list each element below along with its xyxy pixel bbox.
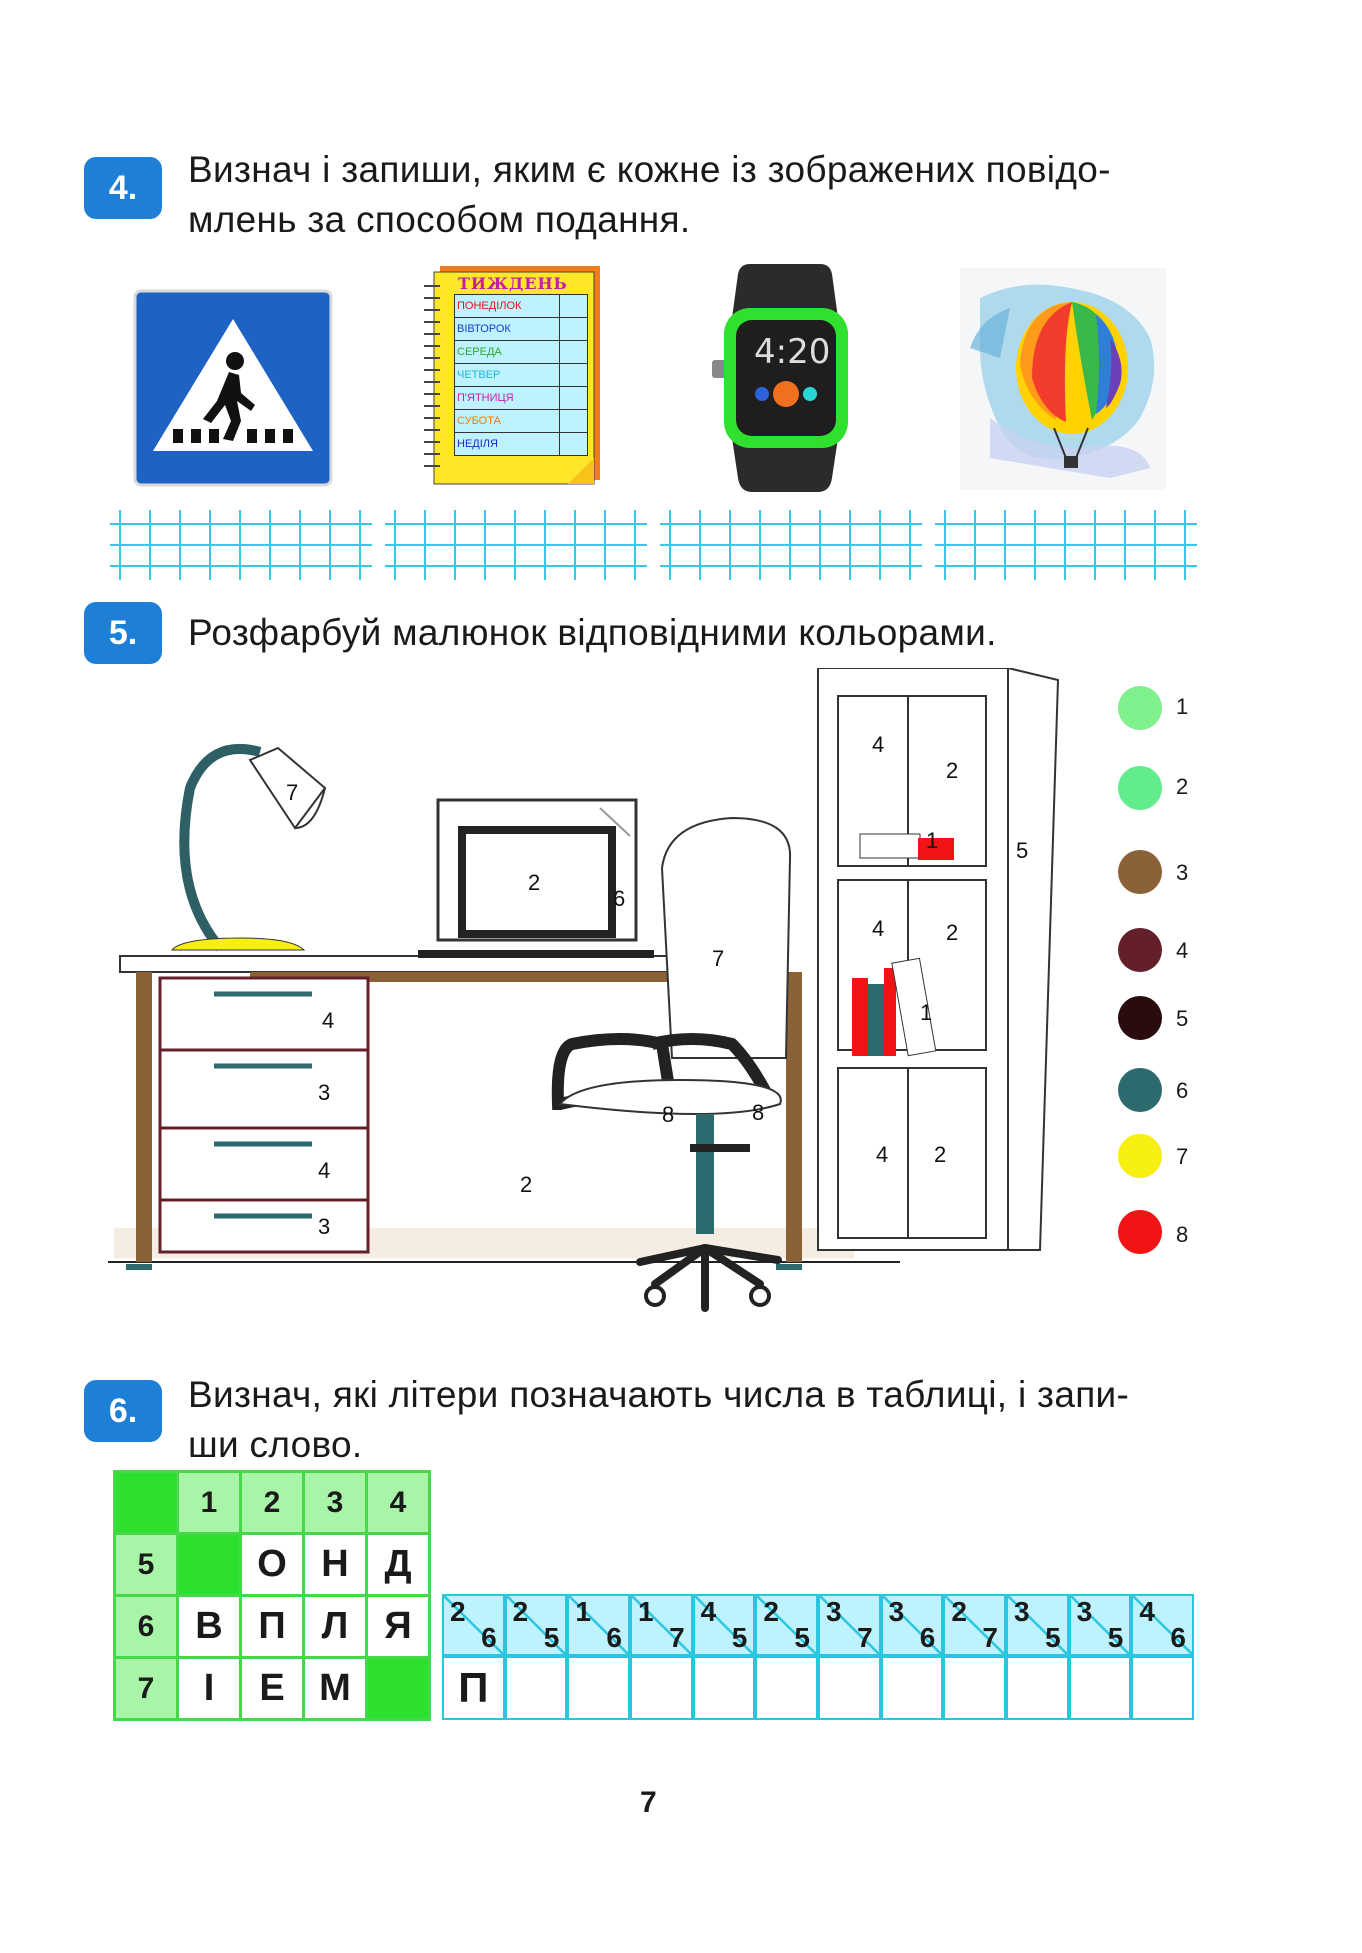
week-notebook-image — [418, 262, 606, 490]
legend-num-8: 8 — [1176, 1222, 1189, 1247]
legend-dot-2 — [1118, 766, 1162, 810]
key-row — [115, 1596, 430, 1658]
key-cell: Д — [367, 1534, 430, 1596]
key-row-header: 5 — [115, 1534, 178, 1596]
answer-code-cell — [1006, 1594, 1069, 1656]
key-col-header: 4 — [367, 1472, 430, 1534]
legend-dot-6 — [1118, 1068, 1162, 1112]
answer-letter-cell[interactable] — [693, 1656, 756, 1720]
answer-code-cell — [693, 1594, 756, 1656]
answer-codes-row — [442, 1594, 1194, 1656]
answer-code-top: 2 — [450, 1596, 466, 1627]
answer-code-cell — [1131, 1594, 1194, 1656]
task-4-line-1: Визнач і запиши, яким є кожне із зображених повідо- — [188, 149, 1111, 190]
answer-code-bottom: 5 — [794, 1622, 810, 1653]
key-cell: П — [241, 1596, 304, 1658]
answer-code-bottom: 6 — [606, 1622, 622, 1653]
answer-code-cell — [755, 1594, 818, 1656]
label-shelf-mid-book: 1 — [920, 1000, 933, 1025]
legend-dot-5 — [1118, 996, 1162, 1040]
calendar-row: ВІВТОРОК — [455, 318, 587, 341]
label-shelf-bot-left: 4 — [876, 1142, 889, 1167]
answer-code-cell — [818, 1594, 881, 1656]
key-header-row — [115, 1472, 430, 1534]
answer-code-bottom: 7 — [669, 1622, 685, 1653]
key-col-header: 1 — [178, 1472, 241, 1534]
answer-letter-cell[interactable] — [1006, 1656, 1069, 1720]
answer-letter-cell[interactable] — [755, 1656, 818, 1720]
answer-code-cell — [881, 1594, 944, 1656]
answer-code-top: 3 — [826, 1596, 842, 1627]
calendar-row: ЧЕТВЕР — [455, 364, 587, 387]
key-row — [115, 1658, 430, 1720]
answer-letter-cell[interactable] — [630, 1656, 693, 1720]
legend-num-5: 5 — [1176, 1006, 1189, 1031]
label-shelf-bot-right: 2 — [934, 1142, 947, 1167]
legend-dot-7 — [1118, 1134, 1162, 1178]
label-drawer-3: 4 — [318, 1158, 331, 1183]
answer-letter-cell[interactable] — [881, 1656, 944, 1720]
key-row-header: 7 — [115, 1658, 178, 1720]
calendar-title: ТИЖДЕНЬ — [458, 274, 568, 293]
answer-letter-cell[interactable] — [567, 1656, 630, 1720]
label-monitor: 2 — [528, 870, 541, 895]
room-coloring-picture[interactable] — [100, 668, 1080, 1348]
answer-code-bottom: 6 — [919, 1622, 936, 1653]
task-6-line-2: ши слово. — [188, 1424, 363, 1465]
answer-code-bottom: 5 — [731, 1622, 748, 1653]
answer-letter-cell[interactable] — [818, 1656, 881, 1720]
label-floor: 2 — [520, 1172, 533, 1197]
legend-num-3: 3 — [1176, 860, 1189, 885]
label-seat-right: 8 — [752, 1100, 765, 1125]
legend-dot-1 — [1118, 686, 1162, 730]
answer-code-top: 4 — [1139, 1596, 1155, 1627]
hot-air-balloon-painting — [960, 268, 1166, 490]
task-4-line-2: млень за способом подання. — [188, 199, 691, 240]
answer-grid-2[interactable] — [385, 510, 647, 580]
key-corner-cell — [115, 1472, 178, 1534]
answer-letter-cell[interactable] — [943, 1656, 1006, 1720]
legend-dot-4 — [1118, 928, 1162, 972]
key-cell: Е — [241, 1658, 304, 1720]
label-cabinet-side: 5 — [1016, 838, 1029, 863]
key-cell: М — [304, 1658, 367, 1720]
answer-code-cell — [442, 1594, 505, 1656]
label-seat-left: 8 — [662, 1102, 675, 1127]
task-5-text: Розфарбуй малюнок відповідними кольорами. — [188, 612, 997, 653]
answer-code-bottom: 6 — [481, 1622, 497, 1653]
answer-letter-cell[interactable]: П — [442, 1656, 505, 1720]
answer-code-top: 3 — [1014, 1596, 1030, 1627]
calendar-row: П'ЯТНИЦЯ — [455, 387, 587, 410]
answer-code-bottom: 7 — [857, 1622, 873, 1653]
answer-code-bottom: 7 — [982, 1622, 998, 1653]
key-cell: О — [241, 1534, 304, 1596]
key-cell: В — [178, 1596, 241, 1658]
answer-code-bottom: 5 — [1045, 1622, 1061, 1653]
key-cell: Н — [304, 1534, 367, 1596]
task-6-badge: 6. — [84, 1380, 162, 1442]
task-4-badge: 4. — [84, 157, 162, 219]
answer-letters-row — [442, 1656, 1194, 1720]
label-chair: 7 — [712, 946, 725, 971]
key-row-header: 6 — [115, 1596, 178, 1658]
answer-code-cell — [567, 1594, 630, 1656]
smartwatch-image — [710, 262, 870, 494]
label-lamp: 7 — [286, 780, 299, 805]
calendar-row: НЕДІЛЯ — [457, 438, 498, 450]
answer-letter-cell[interactable] — [1131, 1656, 1194, 1720]
key-col-header: 3 — [304, 1472, 367, 1534]
label-shelf-top-book: 1 — [926, 828, 939, 853]
legend-num-6: 6 — [1176, 1078, 1189, 1103]
legend-num-1: 1 — [1176, 694, 1189, 719]
answer-letter-cell[interactable] — [505, 1656, 568, 1720]
answer-code-top: 2 — [951, 1596, 967, 1627]
legend-num-7: 7 — [1176, 1144, 1189, 1169]
answer-code-bottom: 5 — [1107, 1622, 1124, 1653]
key-row — [115, 1534, 430, 1596]
key-col-header: 2 — [241, 1472, 304, 1534]
label-monitor-frame: 6 — [613, 886, 626, 911]
key-cell — [178, 1534, 241, 1596]
task-6-text — [188, 1370, 1198, 1470]
key-cell: Я — [367, 1596, 430, 1658]
answer-code-top: 3 — [1076, 1596, 1093, 1627]
calendar-table — [454, 294, 588, 456]
answer-grid-3[interactable] — [660, 510, 922, 580]
answer-grid-1[interactable] — [110, 510, 372, 580]
answer-code-bottom: 6 — [1170, 1622, 1186, 1653]
answer-code-top: 2 — [763, 1596, 779, 1627]
key-cell: І — [178, 1658, 241, 1720]
answer-code-bottom: 5 — [543, 1622, 560, 1653]
label-drawer-4: 3 — [318, 1214, 331, 1239]
page-number: 7 — [640, 1786, 657, 1819]
label-shelf-mid-left: 4 — [872, 916, 885, 941]
answer-code-top: 3 — [888, 1596, 905, 1627]
label-drawer-1: 4 — [322, 1008, 335, 1033]
calendar-row: СУБОТА — [455, 410, 587, 433]
pedestrian-crossing-sign — [133, 289, 333, 487]
answer-code-top: 1 — [638, 1596, 654, 1627]
answer-grid-4[interactable] — [935, 510, 1197, 580]
legend-dot-8 — [1118, 1210, 1162, 1254]
calendar-row: СЕРЕДА — [455, 341, 587, 364]
label-shelf-mid-right: 2 — [946, 920, 959, 945]
watch-time: 4:20 — [754, 332, 831, 372]
legend-dot-3 — [1118, 850, 1162, 894]
answer-code-cell — [630, 1594, 693, 1656]
answer-code-cell — [505, 1594, 568, 1656]
legend-num-2: 2 — [1176, 774, 1189, 799]
answer-code-top: 1 — [575, 1596, 591, 1627]
answer-code-cell — [1069, 1594, 1132, 1656]
label-shelf-top-left: 4 — [872, 732, 885, 757]
task-6-line-1: Визнач, які літери позначають числа в таблиці, і запи- — [188, 1374, 1130, 1415]
calendar-row: ПОНЕДІЛОК — [455, 295, 587, 318]
answer-code-top: 2 — [512, 1596, 529, 1627]
legend-num-4: 4 — [1176, 938, 1189, 963]
label-shelf-top-right: 2 — [946, 758, 959, 783]
task-4-text — [188, 145, 1198, 245]
key-cell — [367, 1658, 430, 1720]
label-drawer-2: 3 — [318, 1080, 331, 1105]
answer-letter-cell[interactable] — [1069, 1656, 1132, 1720]
answer-code-cell — [943, 1594, 1006, 1656]
letter-key-table — [113, 1470, 431, 1721]
task-5-badge: 5. — [84, 602, 162, 664]
key-cell: Л — [304, 1596, 367, 1658]
answer-code-top: 4 — [700, 1596, 717, 1627]
answer-strip — [442, 1594, 1194, 1720]
